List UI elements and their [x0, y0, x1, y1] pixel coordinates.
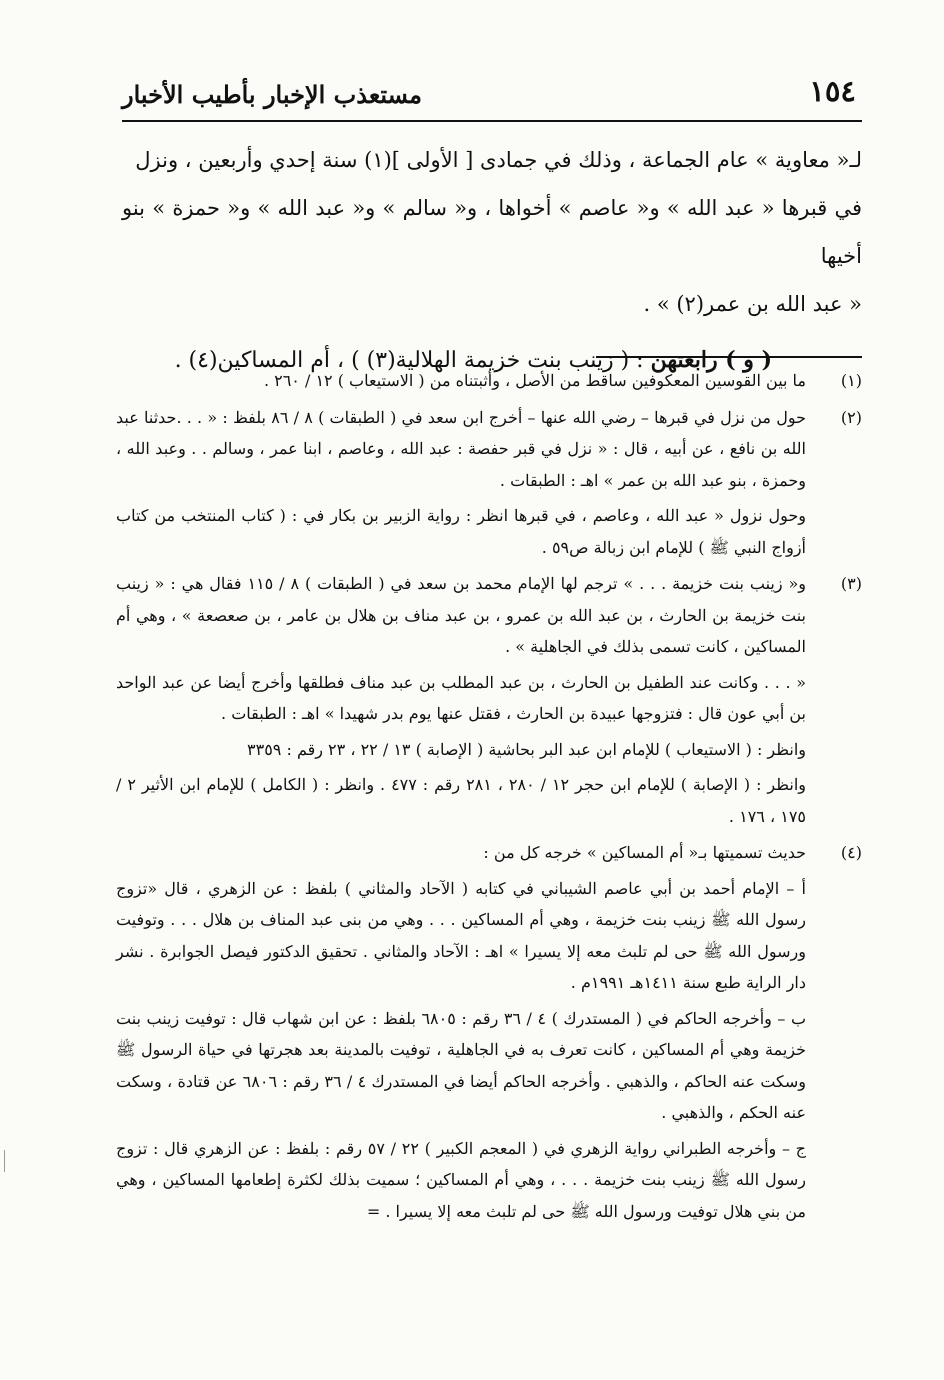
footnote	[116, 365, 864, 397]
footnote-paragraph: ج – وأخرجه الطبراني رواية الزهري في ( المعجم الكبير ) ٢٢ / ٥٧ رقم : بلفظ : عن الزهري قال : تزوج رسول الله ﷺ زينب بنت خزيمة . . . ، وهي أم المساكين ؛ سميت بذلك لكثرة إطعامها المساكين ، وهي من بني هلال توفيت ورسول الله ﷺ حى لم تلبث معه إلا يسيرا . =	[116, 1138, 806, 1221]
footnote-paragraph: و« زينب بنت خزيمة . . . » ترجم لها الإمام محمد بن سعد في ( الطبقات ) ٨ / ١١٥ فقال هي : « زينب بنت خزيمة بن الحارث ، بن عبد الله بن عمرو ، بن عبد مناف بن هلال بن عامر ، بن صعصعة » ، وهي أم المساكين ، كانت تسمى بذلك في الجاهلية » .	[116, 574, 807, 656]
page-header	[122, 72, 862, 116]
footnote-number: (٤)	[840, 843, 862, 862]
main-line: في قبرها « عبد الله » و« عاصم » أخواها ، و« سالم » و« عبد الله » و« حمزة » بنو أخيها	[122, 196, 862, 268]
running-title: مستعذب الإخبار بأطيب الأخبار	[122, 80, 422, 109]
footnote	[116, 568, 864, 832]
main-text	[122, 136, 862, 385]
footnote-paragraph: وانظر : ( الإصابة ) للإمام ابن حجر ١٢ / ٢٨٠ ، ٢٨١ رقم : ٤٧٧ . وانظر : ( الكامل ) للإمام ابن الأثير ٢ / ١٧٥ ، ١٧٦ .	[116, 775, 807, 826]
footnotes	[116, 365, 864, 1232]
footnote-paragraph: ما بين القوسين المعكوفين ساقط من الأصل ، وأثبتناه من ( الاستيعاب ) ١٢ / ٢٦٠ .	[263, 371, 806, 390]
footnote-paragraph: وانظر : ( الاستيعاب ) للإمام ابن عبد البر بحاشية ( الإصابة ) ١٣ / ٢٢ ، ٢٣ رقم : ٣٣٥٩	[247, 739, 806, 759]
footnote-separator	[596, 356, 862, 358]
footnote-paragraph: وحول نزول « عبد الله ، وعاصم ، في قبرها انظر : رواية الزبير بن بكار في : ( كتاب المنتخب من كتاب أزواج النبي ﷺ ) للإمام ابن زبالة ص٥٩ .	[116, 506, 806, 557]
footnote-paragraph: أ – الإمام أحمد بن أبي عاصم الشيباني في كتابه ( الآحاد والمثاني ) بلفظ : عن الزهري ، قال «تزوج رسول الله ﷺ زينب بنت خزيمة ، وهي أم المساكين . . . وهي من بنى عبد المناف بن هلال . . . وتوفيت ورسول الله ﷺ حى لم تلبث معه إلا يسيرا » اهـ : الآحاد والمثاني . تحقيق الدكتور فيصل الجوابرة . نشر دار الراية طبع سنة ١٤١١هـ ١٩٩١م .	[116, 878, 807, 992]
scan-artifact	[0, 1150, 5, 1172]
section-heading-label: ( و ) رابعتهن	[650, 347, 772, 373]
header-rule	[122, 120, 862, 122]
footnote-paragraph: حديث تسميتها بـ« أم المساكين » خرجه كل من :	[483, 843, 806, 862]
page-number: ١٥٤	[809, 74, 856, 108]
footnote	[116, 837, 864, 1227]
main-line: « عبد الله بن عمر(٢) » .	[643, 292, 862, 316]
footnote-paragraph: « . . . وكانت عند الطفيل بن الحارث ، بن عبد المطلب بن عبد مناف فطلقها وأخرج أيضا عن عبد الواحد بن أبي عون قال : فتزوجها عبيدة بن الحارث ، فقتل عنها يوم بدر شهيدا » اهـ : الطبقات .	[116, 672, 806, 723]
section-heading-text: : ( زينب بنت خزيمة الهلالية(٣) ) ، أم المساكين(٤) .	[174, 348, 644, 373]
footnote-paragraph: ب – وأخرجه الحاكم في ( المستدرك ) ٤ / ٣٦ رقم : ٦٨٠٥ بلفظ : عن ابن شهاب قال : توفيت زينب بنت خزيمة وهي أم المساكين ، كانت تعرف به في الجاهلية ، توفيت بالمدينة بعد هجرتها في حياة الرسول ﷺ وسكت عنه الحاكم ، والذهبي . وأخرجه الحاكم أيضا في المستدرك ٤ / ٣٦ رقم : ٦٨٠٦ عن قتادة ، وسكت عنه الحكم ، والذهبي .	[116, 1008, 807, 1122]
footnote-number: (٣)	[840, 574, 862, 593]
main-line: لـ« معاوية » عام الجماعة ، وذلك في جمادى [ الأولى ](١) سنة إحدي وأربعين ، ونزل	[135, 148, 862, 172]
footnote-number: (١)	[840, 371, 862, 390]
footnote-number: (٢)	[840, 407, 862, 427]
footnote	[116, 402, 864, 564]
footnote-paragraph: حول من نزل في قبرها – رضي الله عنها – أخرج ابن سعد في ( الطبقات ) ٨ / ٨٦ بلفظ : « . . .حدثنا عبد الله بن نافع ، عن أبيه ، قال : « نزل في قبر حفصة : عبد الله ، وعاصم ، ابنا عمر ، وسالم . . وعبد الله ، وحمزة ، بنو عبد الله بن عمر » اهـ : الطبقات .	[116, 407, 807, 490]
